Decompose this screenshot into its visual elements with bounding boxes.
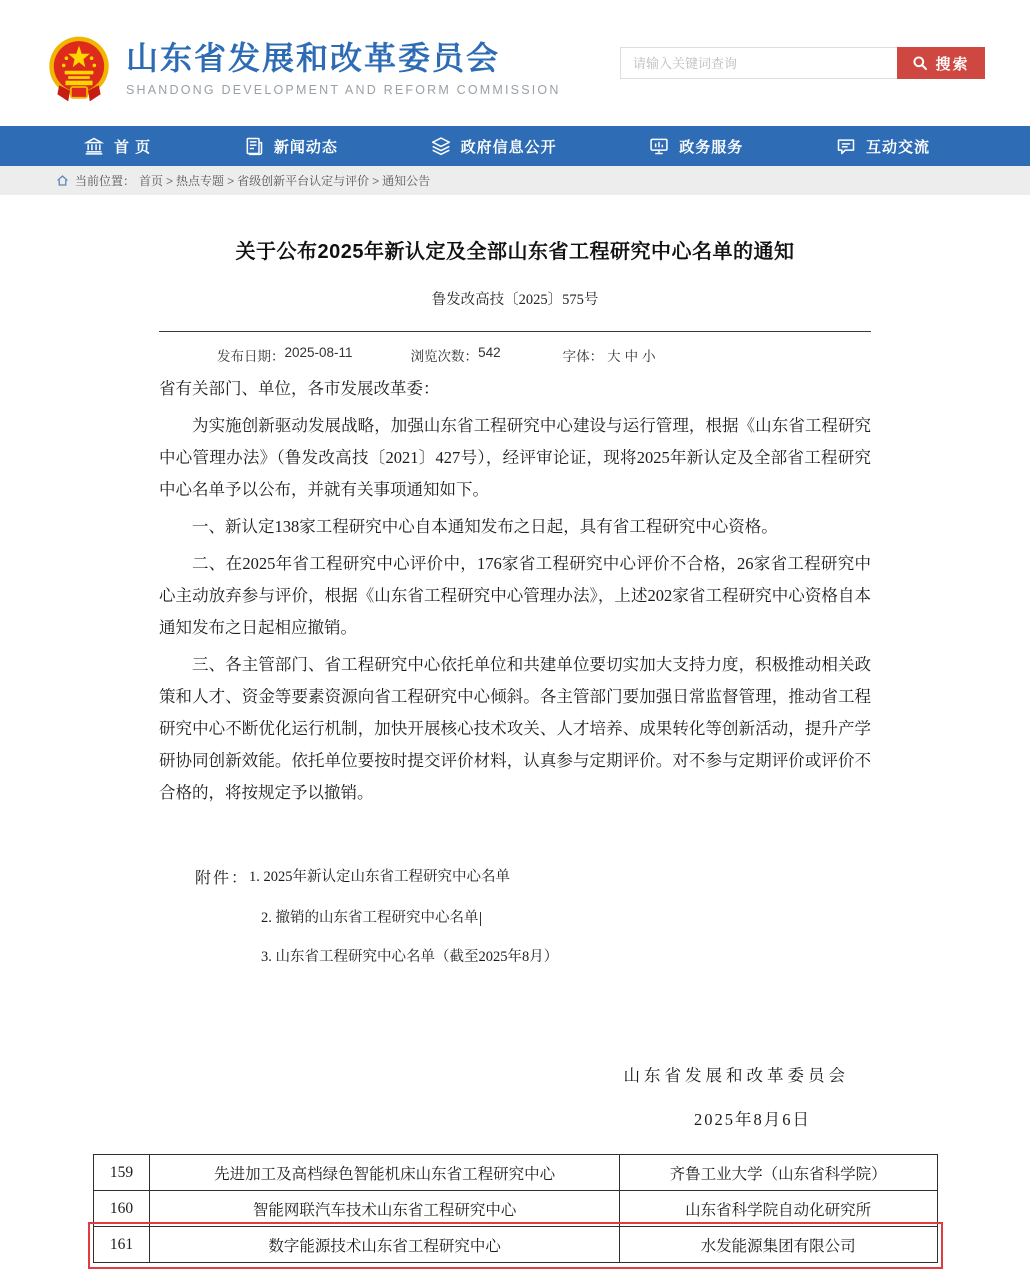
nav-item-label: 政务服务 <box>679 138 744 156</box>
search-area <box>620 47 985 79</box>
logo-area <box>46 33 561 105</box>
font-size-control <box>559 345 656 365</box>
document-area <box>159 235 871 1130</box>
table-row <box>93 1155 937 1191</box>
main-nav <box>0 126 1030 166</box>
search-button-label: 搜索 <box>935 55 970 73</box>
attachment-link-3[interactable] <box>195 945 871 966</box>
title-block <box>126 41 561 97</box>
center-name-cell: 数字能源技术山东省工程研究中心 <box>150 1227 619 1263</box>
bank-icon <box>84 136 104 156</box>
font-size-large[interactable]: 大 <box>607 349 621 364</box>
paragraph: 二、在2025年省工程研究中心评价中，176家省工程研究中心评价不合格，26家省工程研究中心主动放弃参与评价，根据《山东省工程研究中心管理办法》，上述202家省工程研究中心资格自本通知发布之日起相应撤销。 <box>159 554 871 637</box>
breadcrumb <box>0 166 1030 195</box>
nav-item-label: 首 页 <box>114 138 152 156</box>
view-count <box>411 345 501 365</box>
paragraph: 一、新认定138家工程研究中心自本通知发布之日起，具有省工程研究中心资格。 <box>192 517 778 536</box>
org-name-cell: 水发能源集团有限公司 <box>619 1227 937 1263</box>
org-name-cell: 齐鲁工业大学（山东省科学院） <box>619 1155 937 1191</box>
nav-item-home[interactable] <box>84 136 151 157</box>
signature-org: 山东省发展和改革委员会 <box>623 1066 849 1085</box>
chat-icon <box>836 136 856 156</box>
center-name-cell: 先进加工及高档绿色智能机床山东省工程研究中心 <box>150 1155 619 1191</box>
document-body <box>159 373 871 809</box>
text-cursor <box>480 912 481 926</box>
font-size-medium[interactable]: 中 <box>624 349 639 364</box>
row-number-cell: 160 <box>93 1191 150 1227</box>
breadcrumb-item-platform[interactable]: 省级创新平台认定与评价 <box>237 174 370 188</box>
document-number: 鲁发改高技〔2025〕575号 <box>431 292 599 308</box>
view-count-value: 542 <box>478 345 501 360</box>
publish-date <box>217 345 353 365</box>
divider-line <box>159 331 871 332</box>
nav-item-services[interactable] <box>649 136 743 157</box>
breadcrumb-item-notices[interactable]: 通知公告 <box>382 174 431 188</box>
signature-date: 2025年8月6日 <box>694 1110 811 1129</box>
publish-date-value: 2025-08-11 <box>284 345 353 360</box>
centers-table <box>93 1154 938 1263</box>
publish-date-label: 发布日期： <box>217 349 285 364</box>
layers-icon <box>431 136 451 156</box>
signature-block <box>159 1062 871 1130</box>
table-row-highlighted <box>93 1227 937 1263</box>
breadcrumb-item-topics[interactable]: 热点专题 <box>176 174 225 188</box>
attachment-link-3-text: 3. 山东省工程研究中心名单（截至2025年8月） <box>261 949 559 965</box>
attachments-label: 附件： <box>195 870 250 887</box>
attachments-section <box>159 865 871 966</box>
centers-table-wrap <box>93 1154 938 1263</box>
news-icon <box>244 136 264 156</box>
breadcrumb-separator: > <box>227 173 235 188</box>
row-number-cell: 161 <box>93 1227 150 1263</box>
national-emblem-logo <box>46 33 112 105</box>
nav-item-news[interactable] <box>244 136 338 157</box>
salutation: 省有关部门、单位，各市发展改革委： <box>159 379 440 398</box>
site-subtitle: SHANDONG DEVELOPMENT AND REFORM COMMISSION <box>126 83 561 98</box>
search-icon <box>912 55 928 71</box>
site-title: 山东省发展和改革委员会 <box>126 39 501 76</box>
nav-item-label: 新闻动态 <box>273 138 338 156</box>
breadcrumb-separator: > <box>372 173 380 188</box>
nav-item-label: 互动交流 <box>865 138 930 156</box>
document-meta <box>159 345 871 365</box>
attachment-link-2-text: 2. 撤销的山东省工程研究中心名单 <box>261 910 479 926</box>
view-count-label: 浏览次数： <box>410 349 479 364</box>
site-header <box>0 0 1030 126</box>
org-name-cell: 山东省科学院自动化研究所 <box>619 1191 937 1227</box>
font-size-label: 字体： <box>562 349 604 364</box>
attachment-link-2[interactable] <box>195 906 871 927</box>
nav-item-gov-info[interactable] <box>431 136 557 157</box>
font-size-small[interactable]: 小 <box>642 349 656 364</box>
attachment-row <box>195 865 871 888</box>
nav-item-interaction[interactable] <box>836 136 930 157</box>
center-name-cell: 智能网联汽车技术山东省工程研究中心 <box>150 1191 619 1227</box>
nav-item-label: 政府信息公开 <box>460 138 557 156</box>
breadcrumb-prefix: 当前位置： <box>75 174 136 188</box>
breadcrumb-item-home[interactable]: 首页 <box>139 174 164 188</box>
paragraph: 为实施创新驱动发展战略，加强山东省工程研究中心建设与运行管理，根据《山东省工程研究中心管理办法》（鲁发改高技〔2021〕427号），经评审论证，现将2025年新认定及全部省工程研究中心名单予以公布，并就有关事项通知如下。 <box>159 416 871 499</box>
document-title: 关于公布2025年新认定及全部山东省工程研究中心名单的通知 <box>235 241 795 263</box>
search-button[interactable] <box>897 47 985 79</box>
attachment-link-1[interactable]: 1. 2025年新认定山东省工程研究中心名单 <box>249 869 511 885</box>
breadcrumb-separator: > <box>166 173 174 188</box>
row-number-cell: 159 <box>93 1155 150 1191</box>
search-input[interactable] <box>620 47 897 79</box>
paragraph: 三、各主管部门、省工程研究中心依托单位和共建单位要切实加大支持力度，积极推动相关政策和人才、资金等要素资源向省工程研究中心倾斜。各主管部门要加强日常监督管理，推动省工程研究中心不断优化运行机制，加快开展核心技术攻关、人才培养、成果转化等创新活动，提升产学研协同创新效能。依托单位要按时提交评价材料，认真参与定期评价。对不参与定期评价或评价不合格的，将按规定予以撤销。 <box>159 655 871 802</box>
home-icon <box>56 174 69 187</box>
monitor-icon <box>649 136 669 156</box>
table-row <box>93 1191 937 1227</box>
